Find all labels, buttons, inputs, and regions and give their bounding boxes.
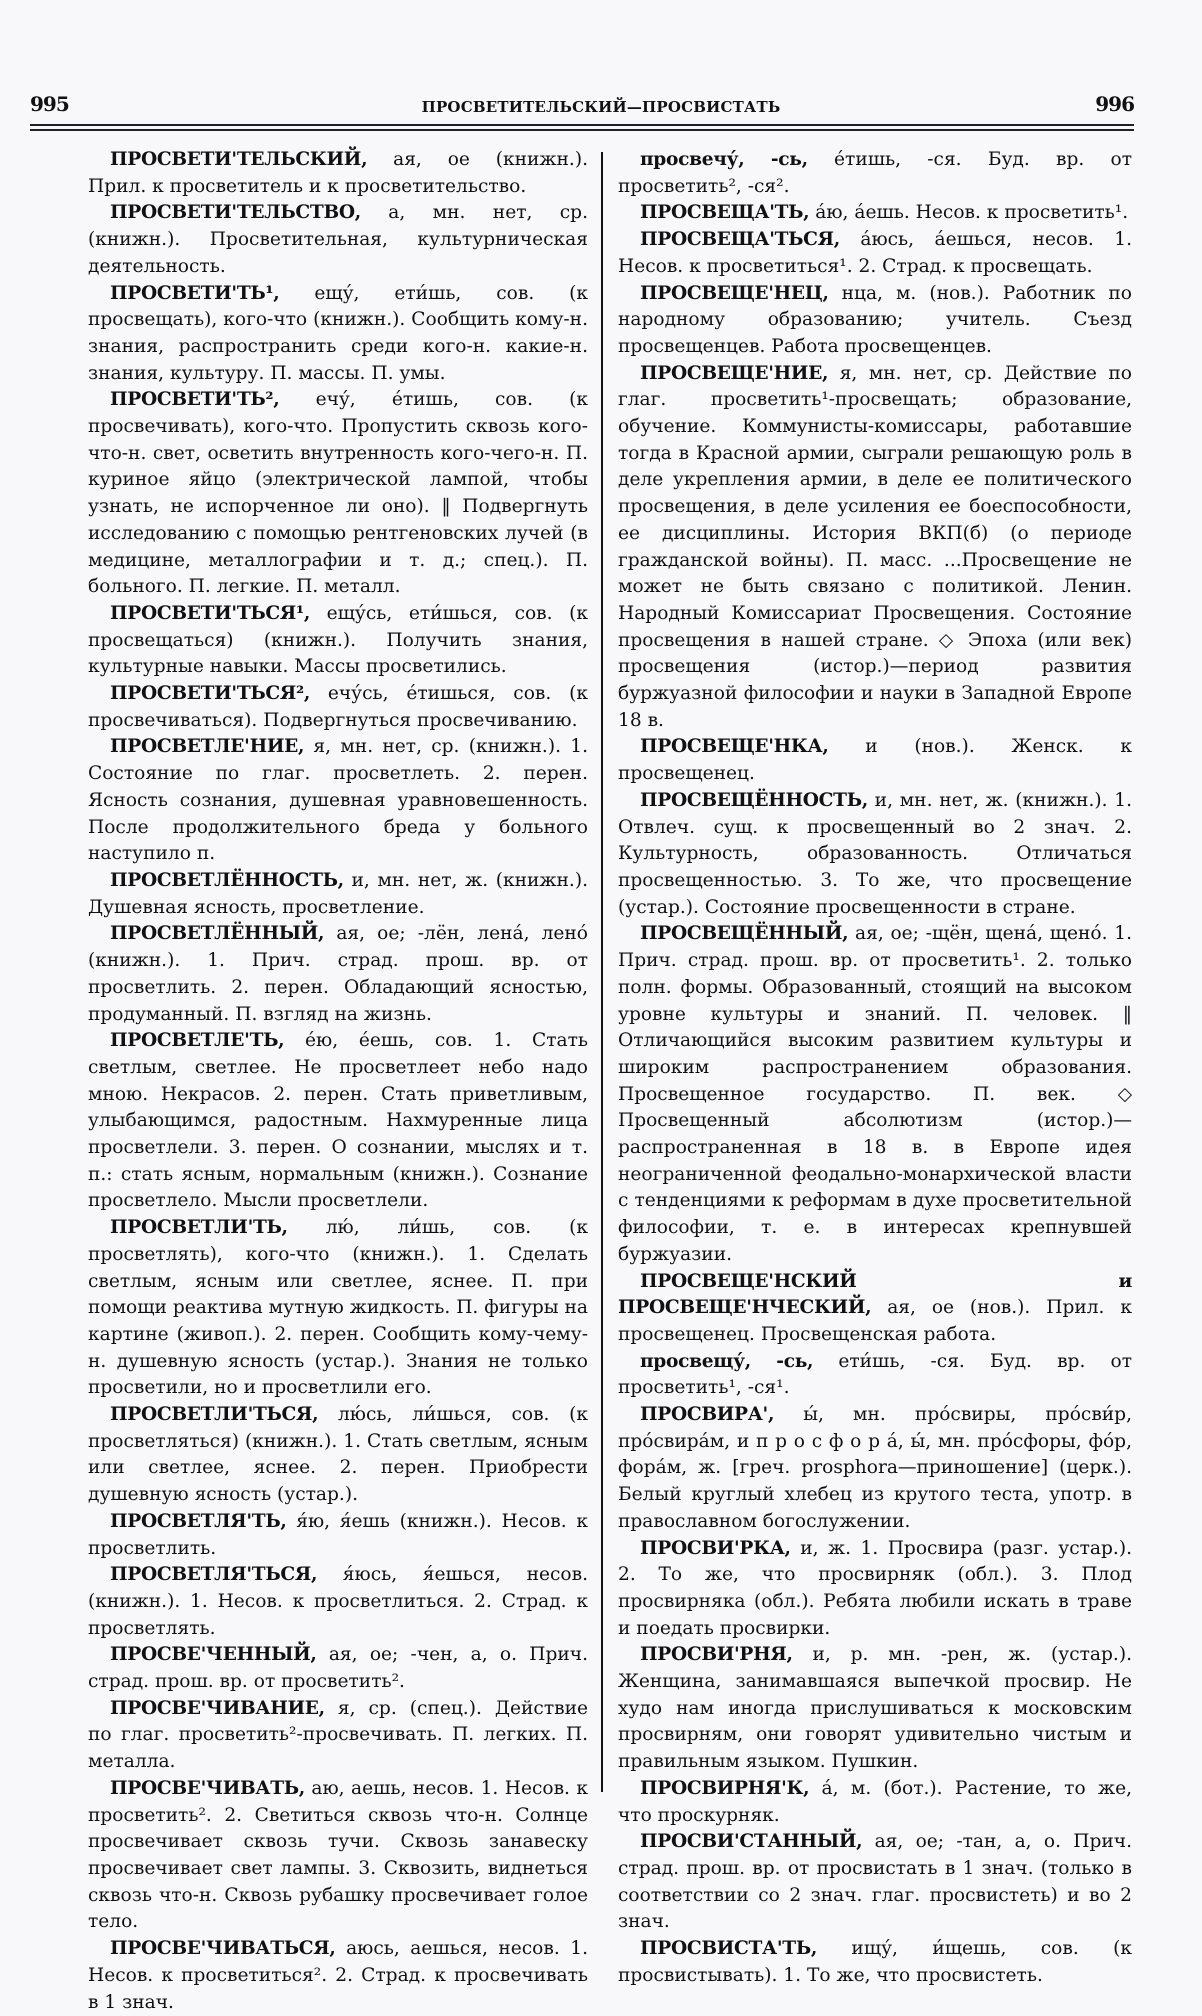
definition: и (нов.). Женск. к просвещенец. xyxy=(618,736,1132,785)
headword: просвечу́, -сь, xyxy=(640,149,808,170)
dictionary-entry xyxy=(618,361,1132,735)
dictionary-entry xyxy=(88,1562,588,1642)
headword: ПРОСВЕЩЁННОСТЬ, xyxy=(640,789,868,811)
headword: ПРОСВЕТИ'ТЬСЯ², xyxy=(110,683,311,705)
definition: я́ю, я́ешь (книжн.). Несов. к просветлить. xyxy=(88,1510,588,1559)
dictionary-entry xyxy=(88,200,588,280)
definition: я́юсь, я́ешься, несов. (книжн.). 1. Несов. к просветлиться. 2. Страд. к просветлять. xyxy=(88,1564,588,1639)
page-header xyxy=(0,0,1202,130)
dictionary-entry xyxy=(88,1696,588,1776)
dictionary-entry xyxy=(618,1936,1132,1989)
definition: ая, ое; -щён, щена́, щено́. 1. Прич. страд. прош. вр. от просветить¹. 2. только полн. формы. Образованный, стоящий на высоком уровне культуры и знаний. П. человек. ‖ Отличающийся высоким развитием культуры и широким распространением образования. Просвещенное государство. П. век. ◇ Просвещенный абсолютизм (истор.)—распространенная в 18 в. в Европе идея неограниченной феодально-монархической власти с тенденциями к реформам в духе просветительной философии, т. е. в интересах крепнувшей буржуазии. xyxy=(618,923,1132,1265)
dictionary-entry xyxy=(618,921,1132,1268)
dictionary-entry xyxy=(618,1349,1132,1402)
definition: ая, ое; -чен, а, о. Прич. страд. прош. вр. от просветить². xyxy=(88,1644,588,1693)
dictionary-entry xyxy=(88,681,588,734)
definition: аюсь, аешься, несов. 1. Несов. к просветиться². 2. Страд. к просвечивать в 1 знач. xyxy=(88,1938,588,2013)
definition: ети́шь, -ся. Буд. вр. от просветить¹, -ся¹. xyxy=(618,1350,1132,1399)
headword: ПРОСВЕТИ'ТЬСЯ¹, xyxy=(110,602,311,624)
definition: ая, ое (нов.). Прил. к просвещенец. Просвещенская работа. xyxy=(618,1297,1132,1345)
headword: ПРОСВИ'РКА, xyxy=(640,1537,791,1559)
headword: ПРОСВЕТЛЕ'НИЕ, xyxy=(110,736,305,758)
headword: ПРОСВЕ'ЧИВАНИЕ, xyxy=(110,1697,325,1719)
headword: ПРОСВЕ'ЧИВАТЬ, xyxy=(110,1777,305,1799)
definition: е́тишь, -ся. Буд. вр. от просветить², -ся². xyxy=(618,149,1132,197)
dictionary-entry xyxy=(618,1402,1132,1536)
headword: ПРОСВЕЩЕ'НИЕ, xyxy=(640,362,829,384)
definition: а́, м. (бот.). Растение, то же, что проскурняк. xyxy=(618,1777,1132,1826)
dictionary-entry xyxy=(88,868,588,921)
headword: просвещу́, -сь, xyxy=(640,1350,814,1372)
headword: ПРОСВЕЩА'ТЬСЯ, xyxy=(640,229,840,251)
dictionary-entry xyxy=(618,1642,1132,1776)
headword: ПРОСВЕЩЁННЫЙ, xyxy=(640,923,849,945)
dictionary-entry xyxy=(618,734,1132,787)
dictionary-entry xyxy=(88,281,588,388)
dictionary-entry xyxy=(88,734,588,868)
headword: ПРОСВЕЩЕ'НСКИЙ и ПРОСВЕЩЕ'НЧЕСКИЙ, xyxy=(618,1270,1132,1319)
definition: и, мн. нет, ж. (книжн.). 1. Отвлеч. сущ. к просвещенный во 2 знач. 2. Культурность, образованность. Отличаться просвещенностью. 3. То же, что просвещение (устар.). Состояние просвещенности в стране. xyxy=(618,789,1132,918)
column-divider xyxy=(601,152,603,1792)
header-rule-bottom xyxy=(30,129,1134,131)
headword: ПРОСВЕТЛЕ'ТЬ, xyxy=(110,1030,285,1052)
definition: ечу́сь, е́тишься, сов. (к просвечиваться). Подвергнуться просвечиванию. xyxy=(88,683,588,731)
definition: и, р. мн. -рен, ж. (устар.). Женщина, занимавшаяся выпечкой просвир. Не худо нам иногда прислушиваться к московским просвирням, они говорят удивительно чистым и правильным языком. Пушкин. xyxy=(618,1644,1132,1773)
definition: ы́, мн. про́свиры, про́сви́р, про́свира́м, и п р о с ф о р а́, ы́, мн. про́сфоры, фо́р, фора́м, ж. [греч. prosphora—приношение] (церк.). Белый круглый хлебец из крутого теста, употр. в православном богослужении. xyxy=(618,1404,1132,1532)
headword: ПРОСВИ'РНЯ, xyxy=(640,1644,793,1666)
definition: я, мн. нет, ср. Действие по глаг. просветить¹-просвещать; образование, обучение. Коммунисты-комиссары, работавшие тогда в Красной армии, сыграли решающую роль в деле укрепления армии, в деле ее политического просвещения, в деле усиления ее боеспособности, ее дисциплины. История ВКП(б) (о периоде гражданской войны). П. масс. ...Просвещение не может не быть связано с политикой. Ленин. Народный Комиссариат Просвещения. Состояние просвещения в нашей стране. ◇ Эпоха (или век) просвещения (истор.)—период развития буржуазной философии и науки в Западной Европе 18 в. xyxy=(618,362,1132,731)
definition: я, мн. нет, ср. (книжн.). 1. Состояние по глаг. просветлеть. 2. перен. Ясность сознания, душевная уравновешенность. После продолжительного бреда у больного наступило п. xyxy=(88,736,588,865)
headword: ПРОСВЕЩЕ'НКА, xyxy=(640,736,829,758)
headword: ПРОСВЕТЛЯ'ТЬ, xyxy=(110,1510,287,1532)
definition: ая, ое; -тан, а, о. Прич. страд. прош. вр. от просвистать в 1 знач. (только в соответствии со 2 знач. глаг. просвистеть) и во 2 знач. xyxy=(618,1831,1132,1933)
definition: ещу́, ети́шь, сов. (к просвещать), кого-что (книжн.). Сообщить кому-н. знания, распространить среди кого-н. какие-н. знания, культуру. П. массы. П. умы. xyxy=(88,282,588,384)
headword: ПРОСВЕЩА'ТЬ, xyxy=(640,202,810,224)
dictionary-entry xyxy=(618,281,1132,361)
dictionary-entry xyxy=(618,1829,1132,1936)
headword: ПРОСВЕТЛЁННЫЙ, xyxy=(110,923,325,945)
dictionary-entry xyxy=(618,200,1132,227)
dictionary-entry xyxy=(88,921,588,1028)
headword: ПРОСВИРА', xyxy=(640,1404,775,1426)
definition: я, ср. (спец.). Действие по глаг. просветить²-просвечивать. П. легких. П. металла. xyxy=(88,1697,588,1773)
definition: а, мн. нет, ср. (книжн.). Просветительная, культурническая деятельность. xyxy=(88,202,588,277)
definition: ищу́, и́щешь, сов. (к просвистывать). 1. То же, что просвистеть. xyxy=(618,1938,1132,1986)
dictionary-entry xyxy=(88,1402,588,1509)
definition: ещу́сь, ети́шься, сов. (к просвещаться) (книжн.). Получить знания, культурные навыки. Массы просветились. xyxy=(88,602,588,678)
dictionary-entry xyxy=(88,1028,588,1215)
headword: ПРОСВЕТИ'ТЕЛЬСКИЙ, xyxy=(110,149,368,170)
page-number-right: 996 xyxy=(1095,92,1134,116)
dictionary-entry xyxy=(618,147,1132,200)
definition: а́юсь, а́ешься, несов. 1. Несов. к просветиться¹. 2. Страд. к просвещать. xyxy=(618,229,1132,277)
page-number-left: 995 xyxy=(30,92,69,116)
definition: и, ж. 1. Просвира (разг. устар.). 2. То же, что просвирняк (обл.). 3. Плод просвирняка (обл.). Ребята любили искать в траве и поедать просвирки. xyxy=(618,1537,1132,1639)
left-column xyxy=(88,147,588,2016)
right-column xyxy=(618,147,1132,1990)
definition: ая, ое; -лён, лена́, лено́ (книжн.). 1. Прич. страд. прош. вр. от просветлить. 2. перен. Обладающий ясностью, продуманный. П. взгляд на жизнь. xyxy=(88,923,588,1025)
dictionary-entry xyxy=(88,1936,588,2016)
dictionary-entry xyxy=(88,1776,588,1936)
dictionary-entry xyxy=(88,387,588,601)
definition: е́ю, е́ешь, сов. 1. Стать светлым, светлее. Не просветлеет небо надо мною. Некрасов. 2. перен. Стать приветливым, улыбающимся, радостным. Нахмуренные лица просветлели. 3. перен. О сознании, мыслях и т. п.: стать ясным, нормальным (книжн.). Сознание просветлело. Мысли просветлели. xyxy=(88,1030,588,1212)
dictionary-entry xyxy=(618,1536,1132,1643)
headword: ПРОСВЕТЛИ'ТЬ, xyxy=(110,1217,288,1239)
dictionary-entry xyxy=(88,1642,588,1695)
headword: ПРОСВИРНЯ'К, xyxy=(640,1777,810,1799)
running-title: ПРОСВЕТИТЕЛЬСКИЙ—ПРОСВИСТАТЬ xyxy=(421,98,781,116)
definition: а́ю, а́ешь. Несов. к просветить¹. xyxy=(809,202,1129,224)
definition: аю, аешь, несов. 1. Несов. к просветить². 2. Светиться сквозь что-н. Солнце просвечивает сквозь тучи. Сквозь занавеску просвечивает свет лампы. 3. Сквозить, виднеться сквозь что-н. Сквозь рубашку просвечивает голое тело. xyxy=(88,1777,588,1933)
definition: лю́сь, ли́шься, сов. (к просветляться) (книжн.). 1. Стать светлым, ясным или светлее, яснее. 2. перен. Приобрести душевную ясность (устар.). xyxy=(88,1404,588,1506)
headword: ПРОСВИ'СТАННЫЙ, xyxy=(640,1831,863,1853)
definition: ечу́, е́тишь, сов. (к просвечивать), кого-что. Пропустить сквозь кого-что-н. свет, осветить внутренность кого-чего-н. П. куриное яйцо (электрической лампой, чтобы узнать, не испорченное ли оно). ‖ Подвергнуть исследованию с помощью рентгеновских лучей (в медицине, металлографии и т. д.; спец.). П. больного. П. легкие. П. металл. xyxy=(88,389,588,598)
definition: нца, м. (нов.). Работник по народному образованию; учитель. Съезд просвещенцев. Работа просвещенцев. xyxy=(618,282,1132,357)
headword: ПРОСВЕТИ'ТЬ¹, xyxy=(110,282,280,304)
headword: ПРОСВЕТЛЁННОСТЬ, xyxy=(110,869,344,891)
headword: ПРОСВЕТЛИ'ТЬСЯ, xyxy=(110,1404,319,1426)
headword: ПРОСВИСТА'ТЬ, xyxy=(640,1938,818,1960)
headword: ПРОСВЕТЛЯ'ТЬСЯ, xyxy=(110,1564,318,1586)
definition: и, мн. нет, ж. (книжн.). Душевная ясность, просветление. xyxy=(88,869,588,918)
dictionary-entry xyxy=(88,147,588,200)
headword: ПРОСВЕ'ЧЕННЫЙ, xyxy=(110,1644,317,1666)
dictionary-entry xyxy=(88,601,588,681)
dictionary-entry xyxy=(618,1776,1132,1829)
headword: ПРОСВЕТИ'ТЕЛЬСТВО, xyxy=(110,202,361,224)
dictionary-entry xyxy=(618,227,1132,280)
dictionary-entry xyxy=(618,1269,1132,1349)
headword: ПРОСВЕ'ЧИВАТЬСЯ, xyxy=(110,1938,336,1960)
dictionary-entry xyxy=(88,1509,588,1562)
headword: ПРОСВЕЩЕ'НЕЦ, xyxy=(640,282,829,304)
headword: ПРОСВЕТИ'ТЬ², xyxy=(110,389,280,411)
definition: лю́, ли́шь, сов. (к просветлять), кого-что (книжн.). 1. Сделать светлым, ясным или светлее, яснее. П. при помощи реактива мутную жидкость. П. фигуры на картине (живоп.). 2. перен. Сообщить кому-чему-н. душевную ясность (устар.). Знания не только просветили, но и просветлили его. xyxy=(88,1217,588,1399)
header-rule-top xyxy=(30,124,1134,126)
definition: ая, ое (книжн.). Прил. к просветитель и к просветительство. xyxy=(88,149,588,197)
dictionary-entry xyxy=(618,788,1132,922)
dictionary-entry xyxy=(88,1215,588,1402)
